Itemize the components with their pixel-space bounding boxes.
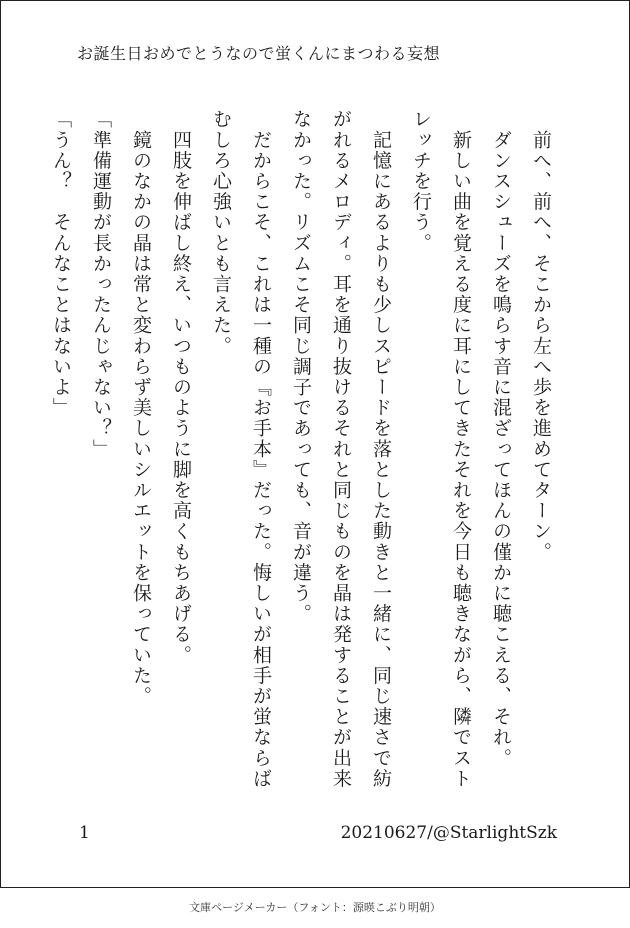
- page-title: お誕生日おめでとうなので蛍くんにまつわる妄想: [77, 44, 441, 63]
- paragraph-5: だからこそ、これは一種の『お手本』だった。悔しいが相手が蛍ならばむしろ心強いとも言えた。: [210, 109, 272, 789]
- paragraph-1: 前へ、前へ、そこから左へ歩を進めてターン。: [530, 109, 552, 563]
- generator-caption: 文庫ページメーカー（フォント：源暎こぶり明朝）: [189, 901, 441, 914]
- dialogue-line-1: 「準備運動が長かったんじゃない？」: [90, 109, 112, 460]
- page-number: 1: [79, 823, 90, 843]
- paragraph-4: 記憶にあるよりも少しスピードを落とした動きと一緒に、同じ速さで紡がれるメロディ。耳を通り抜けるそれと同じものを晶は発することが出来なかった。リズムこそ同じ調子であっても、音が違う。: [290, 109, 392, 789]
- paragraph-3: 新しい曲を覚える度に耳にしてきたそれを今日も聴きながら、隣でストレッチを行う。: [410, 109, 472, 789]
- paragraph-2: ダンスシューズを鳴らす音に混ざってほんの僅かに聴こえる、それ。: [490, 109, 512, 769]
- author-credit: 20210627/@StarlightSzk: [340, 823, 557, 843]
- paragraph-6: 四肢を伸ばし終え、いつものように脚を高くもちあげる。: [170, 109, 192, 666]
- dialogue-line-2: 「うん？ そんなことはないよ」: [50, 109, 72, 418]
- vertical-body-text: [50, 109, 561, 809]
- paragraph-7: 鏡のなかの晶は常と変わらず美しいシルエットを保っていた。: [130, 109, 152, 707]
